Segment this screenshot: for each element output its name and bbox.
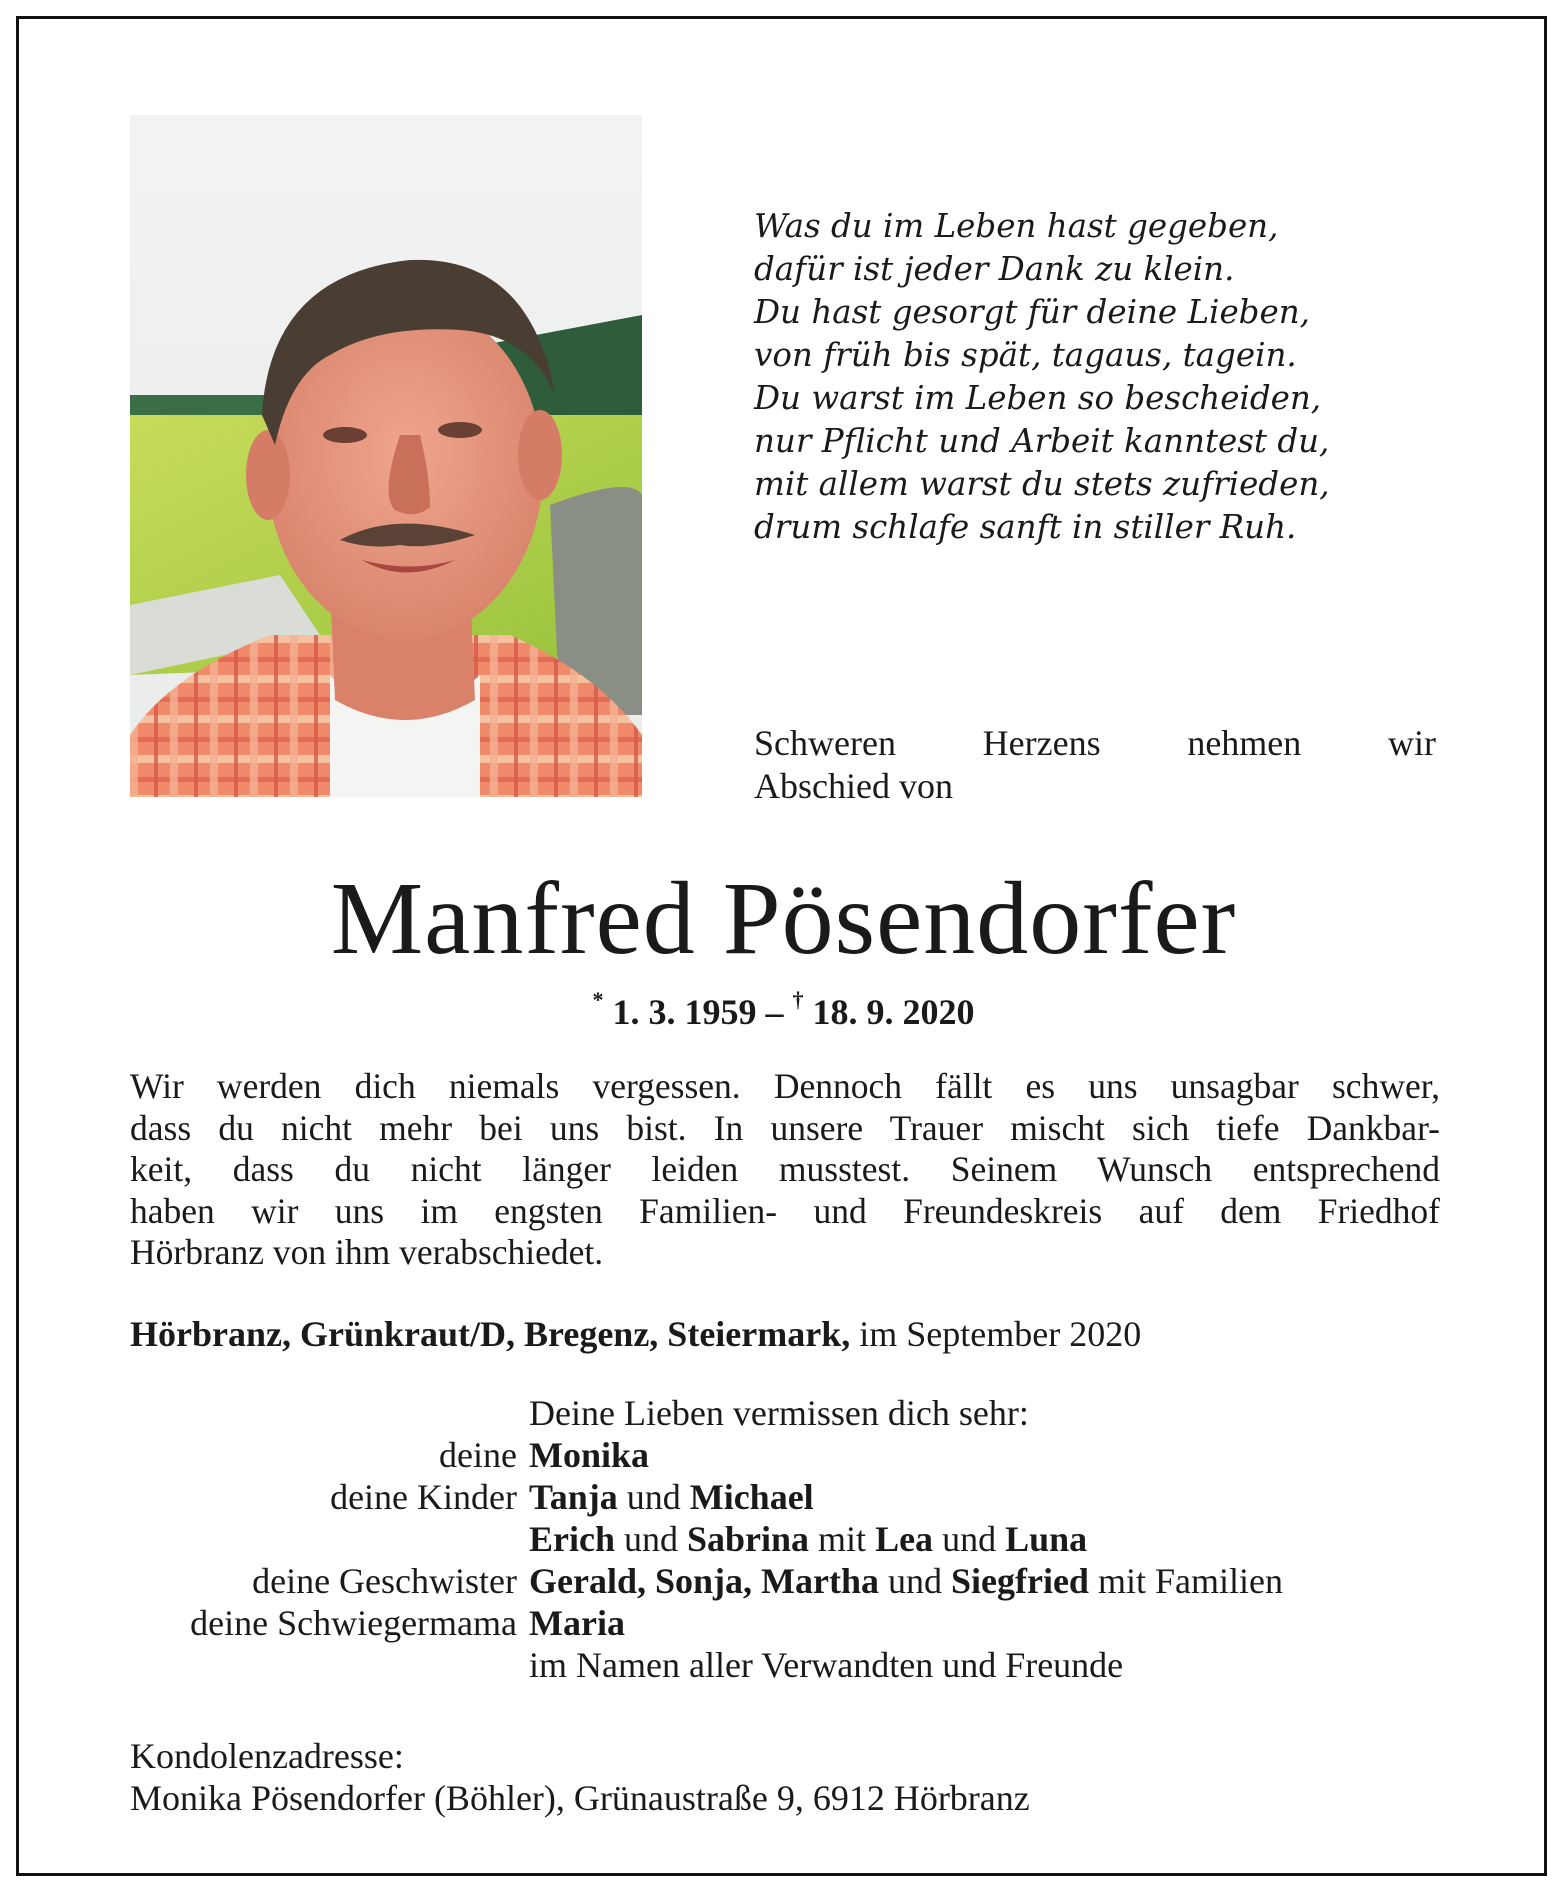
connector: und (933, 1519, 1006, 1559)
family-label: deine (439, 1435, 517, 1475)
poem-line: mit allem warst du stets zufrieden, (754, 465, 1330, 503)
poem (754, 205, 1474, 549)
family-list (0, 1392, 1567, 1686)
family-row-children-2 (0, 1518, 1567, 1560)
poem-line: Du hast gesorgt für deine Lieben, (754, 293, 1310, 331)
poem-line: Was du im Leben hast gegeben, (754, 207, 1279, 245)
date-separator: – (756, 992, 793, 1032)
address-line: Monika Pösendorfer (Böhler), Grünaustraße 9, 6912 Hörbranz (130, 1778, 1030, 1818)
connector: und (878, 1561, 951, 1601)
body-line: keit, dass du nicht länger leiden musstest. Seinem Wunsch entsprechend (130, 1149, 1440, 1189)
body-line: Wir werden dich niemals vergessen. Dennoch fällt es uns unsagbar schwer, (130, 1066, 1440, 1106)
poem-line: von früh bis spät, tagaus, tagein. (754, 336, 1297, 374)
address-label: Kondolenzadresse: (130, 1736, 404, 1776)
family-row-partner (0, 1434, 1567, 1476)
connector: und (617, 1477, 690, 1517)
intro-line-2: Abschied von (754, 766, 953, 806)
family-name: Maria (529, 1603, 625, 1643)
body-line: haben wir uns im engsten Familien- und Freundeskreis auf dem Friedhof (130, 1190, 1440, 1231)
family-row-closing (0, 1644, 1567, 1686)
intro-line-1: Schweren Herzens nehmen wir (754, 723, 1436, 763)
farewell-intro (754, 722, 1436, 808)
family-row-mother-in-law (0, 1602, 1567, 1644)
family-name: Sabrina (687, 1519, 810, 1559)
poem-line: dafür ist jeder Dank zu klein. (754, 250, 1235, 288)
family-row-children (0, 1476, 1567, 1518)
family-name: Lea (875, 1519, 934, 1559)
family-label: deine Kinder (330, 1477, 517, 1517)
places-bold: Hörbranz, Grünkraut/D, Bregenz, Steiermark, (130, 1314, 851, 1354)
birth-symbol: * (592, 987, 604, 1012)
family-name: Tanja (529, 1477, 618, 1517)
death-symbol: † (792, 987, 804, 1012)
places-date: im September 2020 (850, 1314, 1142, 1354)
family-closing: im Namen aller Verwandten und Freunde (529, 1645, 1124, 1685)
connector: mit Familien (1088, 1561, 1283, 1601)
family-label: deine Geschwister (252, 1561, 517, 1601)
condolence-address (130, 1735, 1430, 1819)
body-text (130, 1066, 1440, 1274)
family-name: Siegfried (950, 1561, 1089, 1601)
body-line: Hörbranz von ihm verabschiedet. (130, 1232, 604, 1272)
family-row-siblings (0, 1560, 1567, 1602)
portrait-image (130, 115, 642, 797)
family-name: Luna (1005, 1519, 1088, 1559)
family-name: Monika (529, 1435, 650, 1475)
life-dates (0, 982, 1567, 1034)
connector: und (615, 1519, 687, 1559)
family-name: Erich (529, 1519, 615, 1559)
places-line (130, 1312, 1460, 1356)
birth-date: 1. 3. 1959 (612, 992, 757, 1032)
portrait-photo (130, 115, 642, 797)
family-name: Michael (689, 1477, 814, 1517)
family-heading: Deine Lieben vermissen dich sehr: (529, 1393, 1029, 1433)
death-date: 18. 9. 2020 (812, 992, 975, 1032)
connector: mit (809, 1519, 876, 1559)
poem-line: drum schlafe sanft in stiller Ruh. (754, 508, 1297, 546)
deceased-name: Manfred Pösendorfer (330, 861, 1237, 976)
poem-line: nur Pflicht und Arbeit kanntest du, (754, 422, 1330, 460)
family-label: deine Schwiegermama (190, 1603, 517, 1643)
poem-line: Du warst im Leben so bescheiden, (754, 379, 1322, 417)
body-line: dass du nicht mehr bei uns bist. In unsere Trauer mischt sich tiefe Dankbar- (130, 1107, 1440, 1148)
family-name: Gerald, Sonja, Martha (529, 1561, 879, 1601)
